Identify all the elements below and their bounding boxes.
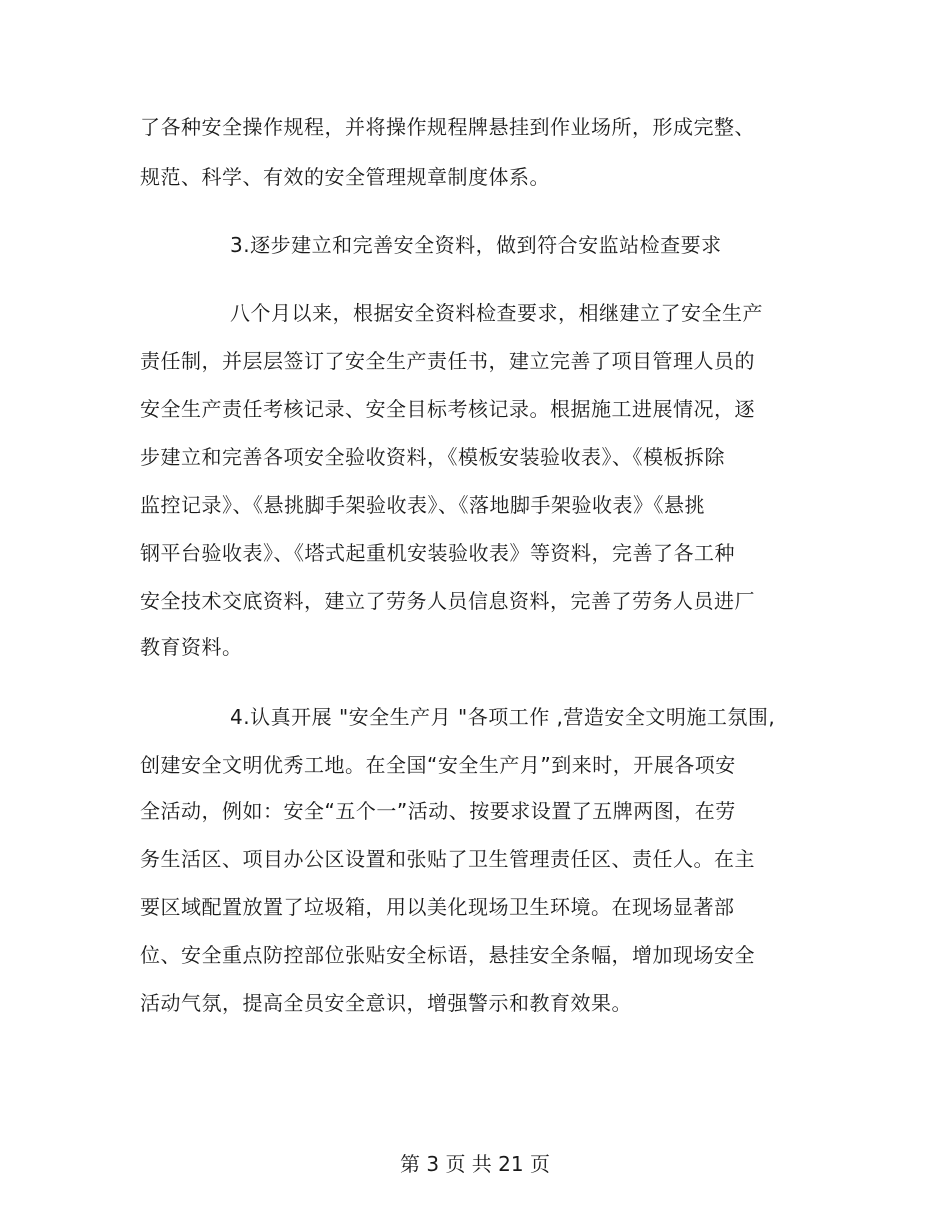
page-number-footer: 第 3 页 共 21 页 bbox=[400, 1152, 550, 1176]
paragraph-line: 安全生产责任考核记录、安全目标考核记录。根据施工进展情况，逐 bbox=[140, 397, 755, 421]
paragraph-line: 八个月以来，根据安全资料检查要求，相继建立了安全生产 bbox=[230, 301, 763, 325]
paragraph-line: 务生活区、项目办公区设置和张贴了卫生管理责任区、责任人。在主 bbox=[140, 847, 755, 871]
paragraph-line: 教育资料。 bbox=[140, 635, 243, 659]
paragraph-line: 4.认真开展 "安全生产月 "各项工作 ,营造安全文明施工氛围, bbox=[230, 705, 776, 729]
paragraph-line: 步建立和完善各项安全验收资料，《模板安装验收表》、《模板拆除 bbox=[140, 445, 725, 469]
paragraph-line: 钢平台验收表》、《塔式起重机安装验收表》等资料，完善了各工种 bbox=[140, 541, 735, 565]
section-heading: 3.逐步建立和完善安全资料，做到符合安监站检查要求 bbox=[230, 233, 722, 257]
paragraph-line: 位、安全重点防控部位张贴安全标语，悬挂安全条幅，增加现场安全 bbox=[140, 943, 755, 967]
paragraph-line: 了各种安全操作规程，并将操作规程牌悬挂到作业场所，形成完整、 bbox=[140, 115, 755, 139]
paragraph-line: 活动气氛，提高全员安全意识，增强警示和教育效果。 bbox=[140, 991, 632, 1015]
paragraph-line: 规范、科学、有效的安全管理规章制度体系。 bbox=[140, 165, 550, 189]
paragraph-line: 安全技术交底资料，建立了劳务人员信息资料，完善了劳务人员进厂 bbox=[140, 589, 755, 613]
paragraph-line: 要区域配置放置了垃圾箱，用以美化现场卫生环境。在现场显著部 bbox=[140, 895, 735, 919]
paragraph-line: 责任制，并层层签订了安全生产责任书，建立完善了项目管理人员的 bbox=[140, 349, 755, 373]
paragraph-line: 创建安全文明优秀工地。在全国“安全生产月”到来时，开展各项安 bbox=[140, 753, 736, 777]
paragraph-line: 全活动，例如：安全“五个一”活动、按要求设置了五牌两图，在劳 bbox=[140, 799, 736, 823]
paragraph-line: 监控记录》、《悬挑脚手架验收表》、《落地脚手架验收表》《悬挑 bbox=[140, 493, 705, 517]
